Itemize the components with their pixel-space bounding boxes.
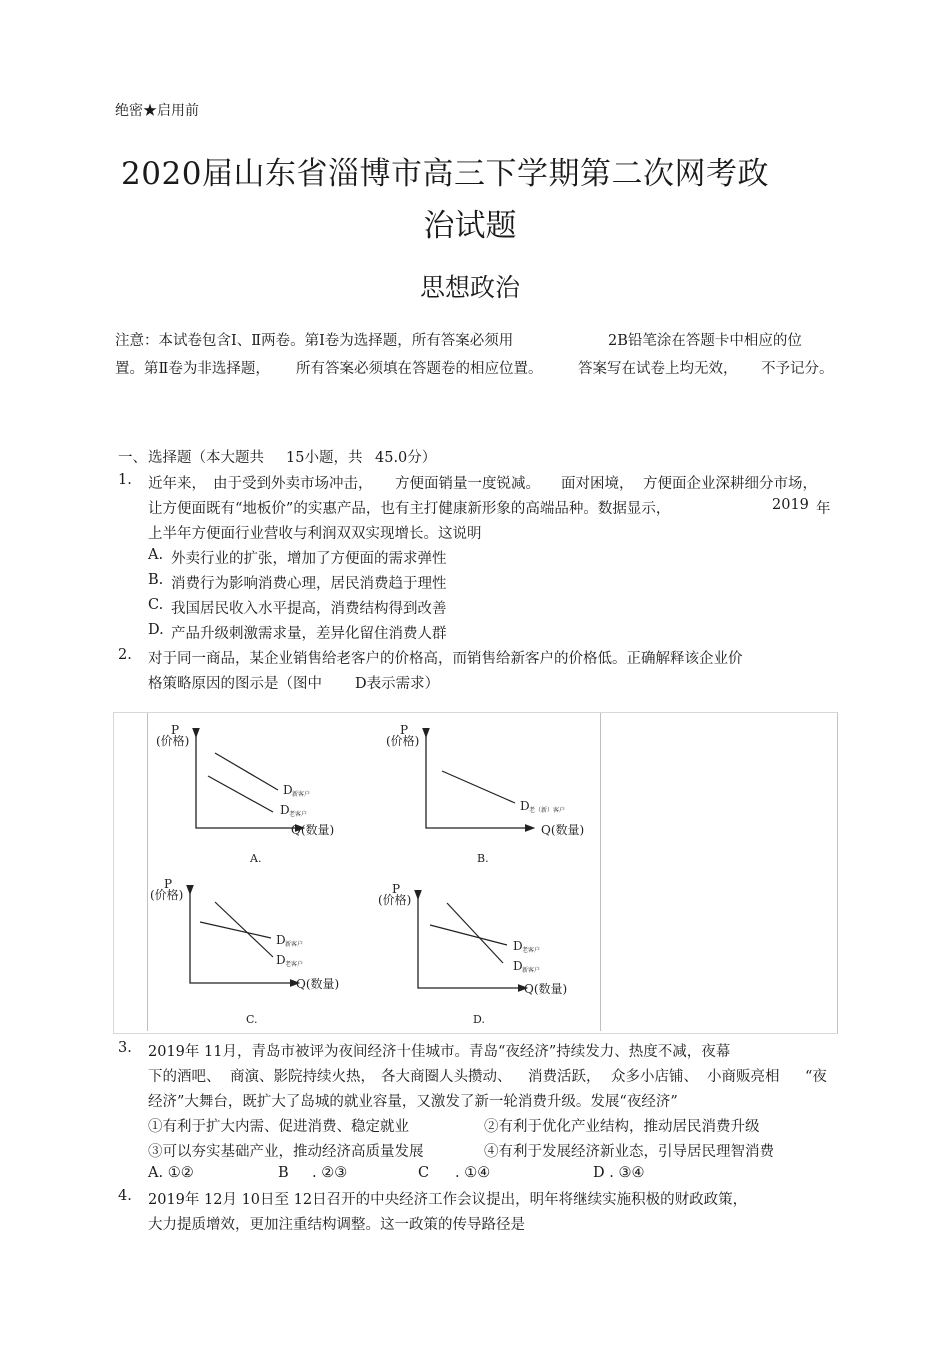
q1-option-c-text: 我国居民收入水平提高，消费结构得到改善: [171, 601, 447, 617]
q3-line2-e: 众多小店铺、: [611, 1069, 698, 1085]
diagram-c-d1: D: [276, 933, 286, 947]
q3-option-b-text: . ②③: [312, 1165, 348, 1181]
q3-line3: 经济”大舞台，既扩大了岛城的就业容量，又激发了新一轮消费升级。发展“夜经济”: [148, 1094, 678, 1110]
diagram-d-axes: [418, 895, 523, 988]
q4-number: 4.: [118, 1188, 132, 1204]
notice-line2-a: 置。第Ⅱ卷为非选择题，: [115, 361, 270, 377]
subject-title: 思想政治: [419, 273, 520, 302]
diagram-d-caption: D.: [473, 1013, 485, 1026]
notice-line2-d: 不予记分。: [761, 361, 834, 377]
section-heading-score: 45.0分）: [375, 450, 437, 466]
q1-line1-e: 方便面企业深耕细分市场，: [643, 476, 817, 492]
exam-title-line1: 2020届山东省淄博市高三下学期第二次网考政: [121, 156, 769, 192]
q1-option-b-key: B.: [148, 572, 164, 588]
diagram-a-d1: D: [283, 783, 293, 797]
q3-line1: 2019年 11月，青岛市被评为夜间经济十佳城市。青岛“夜经济”持续发力、热度不减，夜幕: [148, 1044, 731, 1060]
diagram-c-demand-new-line: [200, 922, 271, 938]
q3-option-c-key: C: [418, 1165, 430, 1181]
section-heading-text: 选择题（本大题共: [148, 450, 264, 466]
q3-line2-d: 消费活跃，: [528, 1069, 601, 1085]
q4-line2: 大力提质增效，更加注重结构调整。这一政策的传导路径是: [148, 1217, 525, 1233]
q3-line2-a: 下的酒吧、: [148, 1069, 221, 1085]
q1-line2-a: 让方便面既有“地板价”的实惠产品，也有主打健康新形象的高端品种。数据显示，: [148, 501, 671, 517]
q1-option-d-text: 产品升级刺激需求量，差异化留住消费人群: [171, 626, 447, 642]
q3-option-b-key: B: [278, 1165, 289, 1181]
q3-line2-c: 各大商圈人头攒动、: [381, 1069, 512, 1085]
q1-line1-d: 面对困境，: [561, 476, 634, 492]
q1-option-d-key: D.: [148, 622, 164, 638]
diagram-d-q-label: Q(数量): [524, 982, 568, 996]
diagram-b-d: D: [520, 799, 530, 813]
q1-option-a-text: 外卖行业的扩张，增加了方便面的需求弹性: [171, 551, 447, 567]
diagram-c-p-label: P: [164, 877, 173, 891]
diagram-d-d1-sub: 老客户: [522, 947, 541, 954]
q1-line2-unit: 年: [816, 501, 831, 517]
q1-line1-b: 由于受到外卖市场冲击，: [213, 476, 373, 492]
q1-line3: 上半年方便面行业营收与利润双双实现增长。这说明: [148, 526, 482, 542]
diagram-c-d2: D: [276, 953, 286, 967]
diagram-d-demand-new-line: [447, 903, 503, 963]
section-heading-count: 15小题，共: [286, 450, 363, 466]
diagram-b-q-label: Q(数量): [541, 823, 585, 837]
q3-line2-g: “夜: [805, 1069, 827, 1085]
q3-number: 3.: [118, 1040, 132, 1056]
diagram-d-p-label: P: [392, 882, 401, 896]
q3-option-c-text: . ①④: [455, 1165, 491, 1181]
diagram-a-d1-sub: 新客户: [292, 791, 311, 798]
secret-label: 绝密★启用前: [115, 103, 199, 119]
diagram-c-d2-sub: 老客户: [285, 961, 304, 968]
q1-number: 1.: [118, 472, 132, 488]
diagram-a-caption: A.: [250, 852, 262, 865]
q2-line2-b: D表示需求）: [355, 676, 440, 692]
diagram-a-q-label: Q(数量): [291, 823, 335, 837]
q1-line1-c: 方便面销量一度锐减。: [395, 476, 540, 492]
diagram-b-caption: B.: [477, 852, 489, 865]
q2-line1: 对于同一商品，某企业销售给老客户的价格高，而销售给新客户的价格低。正确解释该企业价: [148, 651, 743, 667]
diagram-d-d2-sub: 新客户: [522, 967, 541, 974]
diagram-c-d1-sub: 新客户: [285, 941, 304, 948]
notice-line1: 注意：本试卷包含Ⅰ、Ⅱ两卷。第Ⅰ卷为选择题，所有答案必须用: [115, 333, 514, 349]
exam-title-line2: 治试题: [423, 208, 517, 244]
diagram-a-d2-sub: 老客户: [289, 811, 308, 818]
diagram-d-price-label: (价格): [378, 893, 412, 907]
diagram-a-p-label: P: [171, 723, 180, 737]
diagram-b-axes: [426, 733, 530, 828]
q3-option-d: D . ③④: [593, 1165, 645, 1181]
q2-line2-a: 格策略原因的图示是（图中: [148, 676, 322, 692]
diagram-a-price-label: (价格): [156, 734, 190, 748]
notice-line1-b: 2B铅笔涂在答题卡中相应的位: [608, 333, 802, 349]
diagram-d-demand-old-line: [430, 925, 507, 945]
notice-line2-c: 答案写在试卷上均无效，: [578, 361, 738, 377]
q3-statement-4: ④有利于发展经济新业态，引导居民理智消费: [484, 1144, 774, 1160]
q3-statement-3: ③可以夯实基础产业，推动经济高质量发展: [148, 1144, 424, 1160]
q1-option-b-text: 消费行为影响消费心理，居民消费趋于理性: [171, 576, 447, 592]
q4-line1: 2019年 12月 10日至 12日召开的中央经济工作会议提出，明年将继续实施积极的财政政策，: [148, 1192, 748, 1208]
diagram-c-demand-old-line: [215, 902, 273, 957]
q1-option-c-key: C.: [148, 597, 164, 613]
diagram-b-demand-line: [442, 771, 515, 803]
diagram-b-p-label: P: [400, 723, 409, 737]
diagram-c-caption: C.: [246, 1013, 258, 1026]
q3-option-a: A. ①②: [148, 1165, 194, 1181]
diagram-d-d2: D: [513, 959, 523, 973]
q3-line2-b: 商演、影院持续火热，: [230, 1069, 375, 1085]
section-heading-index: 一、: [118, 450, 147, 466]
diagram-c-q-label: Q(数量): [296, 977, 340, 991]
diagram-d-d1: D: [513, 939, 523, 953]
diagram-c-price-label: (价格): [150, 888, 184, 902]
q3-statement-1: ①有利于扩大内需、促进消费、稳定就业: [148, 1119, 409, 1135]
q2-number: 2.: [118, 647, 132, 663]
diagram-a-d2: D: [280, 803, 290, 817]
q3-line2-f: 小商贩亮相: [707, 1069, 780, 1085]
notice-line2-b: 所有答案必须填在答题卷的相应位置。: [296, 361, 543, 377]
q3-statement-2: ②有利于优化产业结构，推动居民消费升级: [484, 1119, 760, 1135]
q1-line2-year: 2019: [772, 497, 809, 513]
q1-line1-a: 近年来，: [148, 476, 206, 492]
diagram-b-d-sub: 老（新）客户: [529, 807, 566, 814]
diagram-b-price-label: (价格): [386, 734, 420, 748]
q1-option-a-key: A.: [148, 547, 164, 563]
